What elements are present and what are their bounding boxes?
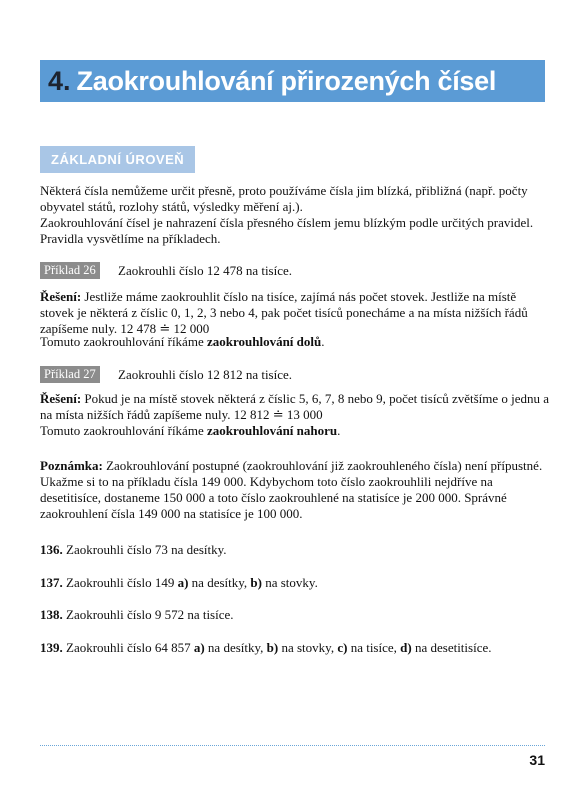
subtask-label-a: a): [193, 640, 205, 655]
task-text: Zaokrouhli číslo 64 857: [66, 640, 194, 655]
chapter-title-bar: [40, 60, 545, 102]
note-suffix: .: [321, 334, 325, 349]
subtask-label-d: d): [400, 640, 412, 655]
subtask-text-b: na stovky.: [261, 575, 318, 590]
task-number: 139.: [40, 640, 63, 655]
chapter-number: 4.: [48, 65, 71, 96]
example-solution-27: [40, 391, 550, 423]
task-number: 137.: [40, 575, 63, 590]
note-term: zaokrouhlování dolů: [206, 334, 322, 349]
subtask-text-d: na desetitisíce.: [411, 640, 492, 655]
remark-text: Zaokrouhlování postupné (zaokrouhlování již zaokrouhleného čísla) není přípustné. Ukažme si to na příkladu čísla 149 000. Kdybychom toto číslo zaokrouhlili nejdříve na desetitisíce, dostaneme 150 000 a toto číslo zaokrouhlené na statisíce je 200 000. Správné zaokrouhlení čísla 149 000 na statisíce je 100 000.: [40, 458, 543, 521]
note-suffix: .: [337, 423, 341, 438]
solution-label: Řešení:: [40, 391, 82, 406]
solution-text: Jestliže máme zaokrouhlit číslo na tisíce, zajímá nás počet stovek. Jestliže na místě stovek je některá z číslic 0, 1, 2, 3 nebo 4, pak počet tisíců ponecháme a na místa nižších řádů zapíšeme nuly. 12 478 ≐ 12 000: [40, 289, 528, 336]
example-note-27: [40, 423, 550, 439]
note-prefix: Tomuto zaokrouhlování říkáme: [40, 334, 207, 349]
task-text: Zaokrouhli číslo 73 na desítky.: [66, 542, 227, 557]
example-solution-26: [40, 289, 550, 337]
subtask-text-c: na tisíce,: [347, 640, 401, 655]
remark: [40, 458, 550, 522]
example-task-26: Zaokrouhli číslo 12 478 na tisíce.: [118, 263, 293, 278]
footer-divider: [40, 745, 545, 746]
note-prefix: Tomuto zaokrouhlování říkáme: [40, 423, 207, 438]
task-number: 138.: [40, 607, 63, 622]
intro-paragraph-1: Některá čísla nemůžeme určit přesně, proto používáme čísla jim blízká, přibližná (např. počty obyvatel států, rozlohy států, výsledky měření aj.).: [40, 183, 528, 214]
task-139: [40, 640, 492, 656]
example-label-27: Příklad 27: [40, 366, 100, 383]
example-note-26: [40, 334, 550, 350]
subtask-text-b: na stovky,: [278, 640, 338, 655]
task-text: Zaokrouhli číslo 9 572 na tisíce.: [66, 607, 234, 622]
intro-paragraph-2: Zaokrouhlování čísel je nahrazení čísla přesného číslem jemu blízkým podle určitých pravidel. Pravidla vysvětlíme na příkladech.: [40, 215, 534, 246]
solution-text: Pokud je na místě stovek některá z číslic 5, 6, 7, 8 nebo 9, počet tisíců zvětšíme o jednu a na místa nižších řádů zapíšeme nuly. 12 812 ≐ 13 000: [40, 391, 550, 422]
example-task-27: Zaokrouhli číslo 12 812 na tisíce.: [118, 367, 293, 382]
subtask-text-a: na desítky,: [188, 575, 251, 590]
task-136: [40, 542, 227, 558]
task-138: [40, 607, 234, 623]
subtask-label-b: b): [266, 640, 279, 655]
subtask-label-a: a): [177, 575, 189, 590]
subtask-label-c: c): [337, 640, 348, 655]
note-term: zaokrouhlování nahoru: [206, 423, 338, 438]
page-number: 31: [529, 752, 545, 768]
task-number: 136.: [40, 542, 63, 557]
task-137: [40, 575, 318, 591]
subtask-text-a: na desítky,: [204, 640, 267, 655]
remark-label: Poznámka:: [40, 458, 103, 473]
level-badge: ZÁKLADNÍ ÚROVEŇ: [40, 146, 195, 173]
solution-label: Řešení:: [40, 289, 82, 304]
task-text: Zaokrouhli číslo 149: [66, 575, 178, 590]
subtask-label-b: b): [250, 575, 262, 590]
chapter-title: Zaokrouhlování přirozených čísel: [76, 65, 497, 96]
example-label-26: Příklad 26: [40, 262, 100, 279]
